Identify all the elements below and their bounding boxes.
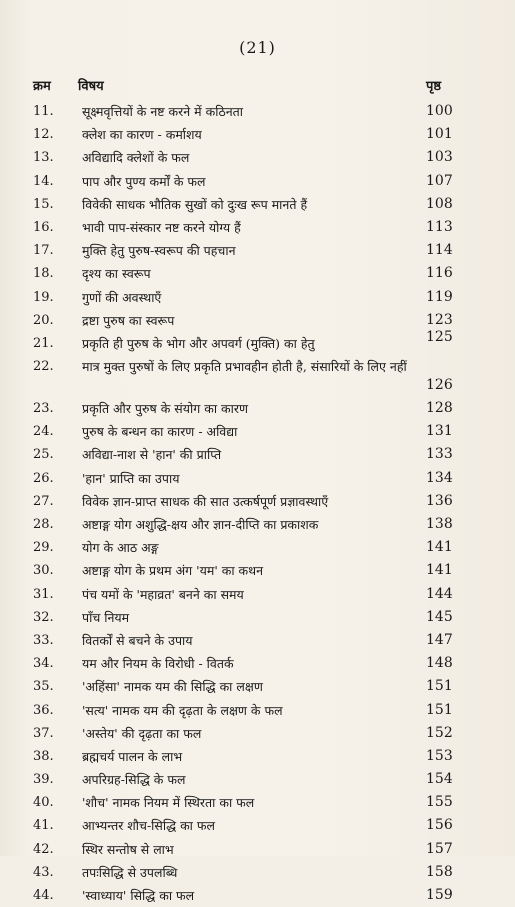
entry-title: 'सत्य' नामक यम की दृढ़ता के लक्षण के फल	[82, 702, 283, 718]
entry-number: 27.	[33, 493, 54, 509]
list-item	[0, 170, 515, 193]
entry-number: 35.	[33, 679, 54, 695]
table-header	[0, 76, 515, 96]
entry-page: 144	[426, 585, 453, 602]
list-item	[0, 513, 515, 536]
contents-list	[0, 100, 515, 907]
entry-number: 34.	[33, 656, 54, 672]
entry-title: अविद्यादि क्लेशों के फल	[82, 150, 190, 166]
entry-title: मात्र मुक्त पुरुषों के लिए प्रकृति प्रभावहीन होती है, संसारियों के लिए नहीं	[82, 359, 407, 375]
list-item	[0, 838, 515, 861]
entry-title: पंच यमों के 'महाव्रत' बनने का समय	[82, 586, 244, 602]
entry-number: 28.	[33, 517, 54, 532]
entry-number: 12.	[33, 127, 54, 143]
entry-page: 148	[426, 655, 453, 672]
list-item	[0, 328, 515, 355]
list-item	[0, 583, 515, 606]
entry-page: 113	[426, 218, 453, 235]
entry-title: गुणों की अवस्थाएँ	[82, 289, 162, 305]
entry-title: पुरुष के बन्धन का कारण - अविद्या	[82, 424, 238, 440]
header-number: क्रम	[33, 79, 51, 94]
entry-title: दृश्य का स्वरूप	[82, 266, 151, 282]
list-item	[0, 239, 515, 262]
entry-number: 41.	[33, 818, 54, 834]
list-item	[0, 699, 515, 722]
entry-title: आभ्यन्तर शौच-सिद्धि का फल	[82, 818, 215, 834]
entry-page: 153	[426, 747, 453, 764]
list-item	[0, 286, 515, 309]
entry-page: 128	[426, 400, 453, 417]
entry-page: 156	[426, 817, 453, 834]
entry-page: 123	[426, 311, 453, 328]
entry-title: अपरिग्रह-सिद्धि के फल	[82, 772, 186, 788]
entry-number: 19.	[33, 289, 54, 305]
entry-page: 141	[426, 539, 453, 556]
header-subject: विषय	[78, 79, 104, 94]
entry-number: 17.	[33, 243, 54, 259]
entry-page: 157	[426, 840, 453, 857]
list-item	[0, 559, 515, 582]
entry-number: 36.	[33, 702, 54, 718]
entry-page: 133	[426, 446, 453, 463]
entry-page: 159	[426, 887, 453, 903]
entry-title: योग के आठ अङ्ग	[82, 540, 159, 556]
entry-page: 114	[426, 242, 453, 259]
entry-title: भावी पाप-संस्कार नष्ट करने योग्य हैं	[82, 219, 241, 235]
entry-page: 158	[426, 863, 453, 880]
list-item	[0, 146, 515, 169]
entry-page: 151	[426, 701, 453, 718]
entry-title: स्थिर सन्तोष से लाभ	[82, 841, 174, 857]
list-item	[0, 420, 515, 443]
list-item	[0, 467, 515, 490]
list-item	[0, 652, 515, 675]
list-item	[0, 216, 515, 239]
entry-number: 15.	[33, 196, 54, 212]
entry-number: 43.	[33, 864, 54, 880]
list-item	[0, 768, 515, 791]
entry-number: 23.	[33, 401, 54, 417]
entry-title: 'शौच' नामक नियम में स्थिरता का फल	[82, 795, 255, 811]
entry-page: 147	[426, 631, 453, 648]
entry-number: 21.	[33, 335, 54, 351]
entry-page: 116	[426, 265, 453, 282]
entry-page: 107	[426, 172, 453, 189]
list-item	[0, 262, 515, 285]
entry-title: विवेक ज्ञान-प्राप्त साधक की सात उत्कर्षपूर्ण प्रज्ञावस्थाएँ	[82, 493, 329, 509]
entry-title: विवेकी साधक भौतिक सुखों को दुःख रूप मानते हैं	[82, 196, 308, 212]
entry-title: मुक्ति हेतु पुरुष-स्वरूप की पहचान	[82, 243, 236, 259]
entry-page: 134	[426, 469, 453, 486]
entry-title: प्रकृति और पुरुष के संयोग का कारण	[82, 401, 249, 417]
entry-title: यम और नियम के विरोधी - वितर्क	[82, 656, 234, 672]
entry-title: क्लेश का कारण - कर्माशय	[82, 127, 202, 143]
list-item	[0, 100, 515, 123]
entry-page: 119	[426, 288, 453, 305]
list-item	[0, 397, 515, 420]
list-item	[0, 490, 515, 513]
entry-number: 13.	[33, 150, 54, 166]
list-item	[0, 814, 515, 837]
list-item	[0, 355, 515, 397]
entry-title: वितर्कों से बचने के उपाय	[82, 632, 193, 648]
entry-title: पाप और पुण्य कर्मों के फल	[82, 173, 206, 189]
entry-title: सूक्ष्मवृत्तियों के नष्ट करने में कठिनता	[82, 104, 244, 119]
header-page: पृष्ठ	[426, 79, 442, 94]
entry-title: तपःसिद्धि से उपलब्धि	[82, 864, 178, 880]
entry-title: ब्रह्मचर्य पालन के लाभ	[82, 748, 183, 764]
entry-title: प्रकृति ही पुरुष के भोग और अपवर्ग (मुक्ति) का हेतु	[82, 335, 315, 351]
entry-number: 24.	[33, 424, 54, 440]
entry-number: 33.	[33, 632, 54, 648]
entry-title: 'स्वाध्याय' सिद्धि का फल	[82, 888, 195, 903]
list-item	[0, 606, 515, 629]
entry-page: 101	[426, 126, 453, 143]
entry-title: 'अहिंसा' नामक यम की सिद्धि का लक्षण	[82, 679, 263, 695]
entry-number: 38.	[33, 748, 54, 764]
list-item	[0, 536, 515, 559]
entry-number: 30.	[33, 563, 54, 579]
entry-title: अष्टाङ्ग योग के प्रथम अंग 'यम' का कथन	[82, 563, 264, 579]
entry-page: 125	[426, 328, 453, 345]
entry-page: 141	[426, 562, 453, 579]
list-item	[0, 791, 515, 814]
entry-page: 131	[426, 423, 453, 440]
entry-page: 100	[426, 103, 453, 119]
entry-number: 29.	[33, 540, 54, 556]
list-item	[0, 443, 515, 466]
entry-page: 103	[426, 149, 453, 166]
entry-title: पाँच नियम	[82, 609, 130, 625]
entry-title: द्रष्टा पुरुष का स्वरूप	[82, 312, 175, 328]
entry-page: 108	[426, 195, 453, 212]
entry-number: 11.	[33, 104, 54, 119]
entry-title: 'अस्तेय' की दृढ़ता का फल	[82, 725, 202, 741]
entry-number: 26.	[33, 470, 54, 486]
entry-number: 25.	[33, 447, 54, 463]
entry-number: 42.	[33, 841, 54, 857]
entry-title: 'हान' प्राप्ति का उपाय	[82, 470, 180, 486]
entry-page: 155	[426, 794, 453, 811]
entry-page: 138	[426, 516, 453, 532]
entry-number: 44.	[33, 888, 54, 903]
list-item	[0, 884, 515, 907]
entry-number: 14.	[33, 173, 54, 189]
entry-page: 136	[426, 492, 453, 509]
entry-title: अविद्या-नाश से 'हान' की प्राप्ति	[82, 447, 222, 463]
entry-page: 126	[426, 377, 453, 394]
list-item	[0, 193, 515, 216]
list-item	[0, 629, 515, 652]
entry-number: 40.	[33, 795, 54, 811]
entry-number: 32.	[33, 609, 54, 625]
entry-page: 152	[426, 724, 453, 741]
entry-number: 16.	[33, 219, 54, 235]
entry-page: 151	[426, 678, 453, 695]
entry-number: 18.	[33, 266, 54, 282]
entry-number: 37.	[33, 725, 54, 741]
entry-number: 39.	[33, 772, 54, 788]
list-item	[0, 675, 515, 698]
entry-page: 154	[426, 771, 453, 788]
entry-title: अष्टाङ्ग योग अशुद्धि-क्षय और ज्ञान-दीप्ति का प्रकाशक	[82, 517, 319, 532]
page-number: (21)	[239, 38, 276, 57]
entry-number: 20.	[33, 312, 54, 328]
entry-number: 31.	[33, 586, 54, 602]
entry-page: 145	[426, 608, 453, 625]
list-item	[0, 745, 515, 768]
list-item	[0, 123, 515, 146]
list-item	[0, 722, 515, 745]
list-item	[0, 861, 515, 884]
entry-number: 22.	[33, 359, 54, 375]
